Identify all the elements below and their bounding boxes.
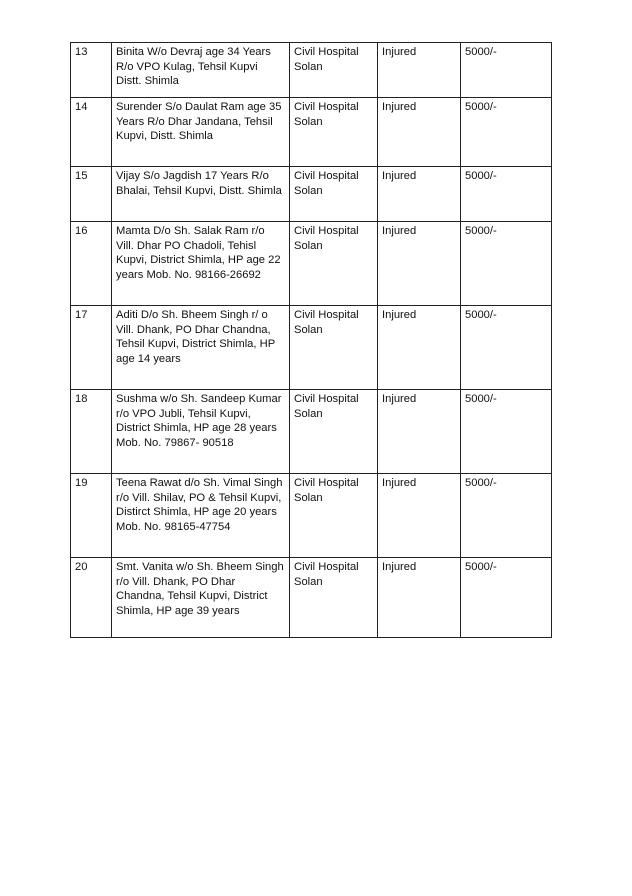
amount-cell: 5000/- — [461, 222, 552, 306]
amount-cell: 5000/- — [461, 306, 552, 390]
amount-cell: 5000/- — [461, 98, 552, 167]
victim-details-cell: Surender S/o Daulat Ram age 35 Years R/o Dhar Jandana, Tehsil Kupvi, Distt. Shimla — [112, 98, 290, 167]
amount-cell: 5000/- — [461, 43, 552, 98]
victim-details-cell: Aditi D/o Sh. Bheem Singh r/ o Vill. Dhank, PO Dhar Chandna, Tehsil Kupvi, District Shimla, HP age 14 years — [112, 306, 290, 390]
hospital-cell: Civil Hospital Solan — [290, 43, 378, 98]
victim-details-cell: Mamta D/o Sh. Salak Ram r/o Vill. Dhar PO Chadoli, Tehisl Kupvi, District Shimla, HP age 22 years Mob. No. 98166-26692 — [112, 222, 290, 306]
table-row — [71, 98, 552, 167]
serial-number-cell: 19 — [71, 474, 112, 558]
victim-details-cell: Sushma w/o Sh. Sandeep Kumar r/o VPO Jubli, Tehsil Kupvi, District Shimla, HP age 28 years Mob. No. 79867- 90518 — [112, 390, 290, 474]
hospital-cell: Civil Hospital Solan — [290, 98, 378, 167]
status-cell: Injured — [378, 167, 461, 222]
serial-number-cell: 14 — [71, 98, 112, 167]
hospital-cell: Civil Hospital Solan — [290, 222, 378, 306]
serial-number-cell: 20 — [71, 558, 112, 638]
status-cell: Injured — [378, 43, 461, 98]
status-cell: Injured — [378, 474, 461, 558]
victim-details-cell: Vijay S/o Jagdish 17 Years R/o Bhalai, Tehsil Kupvi, Distt. Shimla — [112, 167, 290, 222]
amount-cell: 5000/- — [461, 390, 552, 474]
victim-details-cell: Smt. Vanita w/o Sh. Bheem Singh r/o Vill. Dhank, PO Dhar Chandna, Tehsil Kupvi, District Shimla, HP age 39 years — [112, 558, 290, 638]
hospital-cell: Civil Hospital Solan — [290, 167, 378, 222]
amount-cell: 5000/- — [461, 474, 552, 558]
status-cell: Injured — [378, 558, 461, 638]
table-row — [71, 558, 552, 638]
table-row — [71, 474, 552, 558]
status-cell: Injured — [378, 222, 461, 306]
hospital-cell: Civil Hospital Solan — [290, 558, 378, 638]
hospital-cell: Civil Hospital Solan — [290, 390, 378, 474]
hospital-cell: Civil Hospital Solan — [290, 306, 378, 390]
amount-cell: 5000/- — [461, 167, 552, 222]
serial-number-cell: 17 — [71, 306, 112, 390]
status-cell: Injured — [378, 98, 461, 167]
serial-number-cell: 15 — [71, 167, 112, 222]
table-row — [71, 222, 552, 306]
table-row — [71, 167, 552, 222]
table-row — [71, 43, 552, 98]
hospital-cell: Civil Hospital Solan — [290, 474, 378, 558]
status-cell: Injured — [378, 306, 461, 390]
victims-table — [70, 42, 552, 638]
status-cell: Injured — [378, 390, 461, 474]
serial-number-cell: 13 — [71, 43, 112, 98]
table-row — [71, 390, 552, 474]
table-row — [71, 306, 552, 390]
victim-details-cell: Binita W/o Devraj age 34 Years R/o VPO Kulag, Tehsil Kupvi Distt. Shimla — [112, 43, 290, 98]
victim-details-cell: Teena Rawat d/o Sh. Vimal Singh r/o Vill. Shilav, PO & Tehsil Kupvi, Distirct Shimla, HP age 20 years Mob. No. 98165-47754 — [112, 474, 290, 558]
serial-number-cell: 18 — [71, 390, 112, 474]
amount-cell: 5000/- — [461, 558, 552, 638]
serial-number-cell: 16 — [71, 222, 112, 306]
